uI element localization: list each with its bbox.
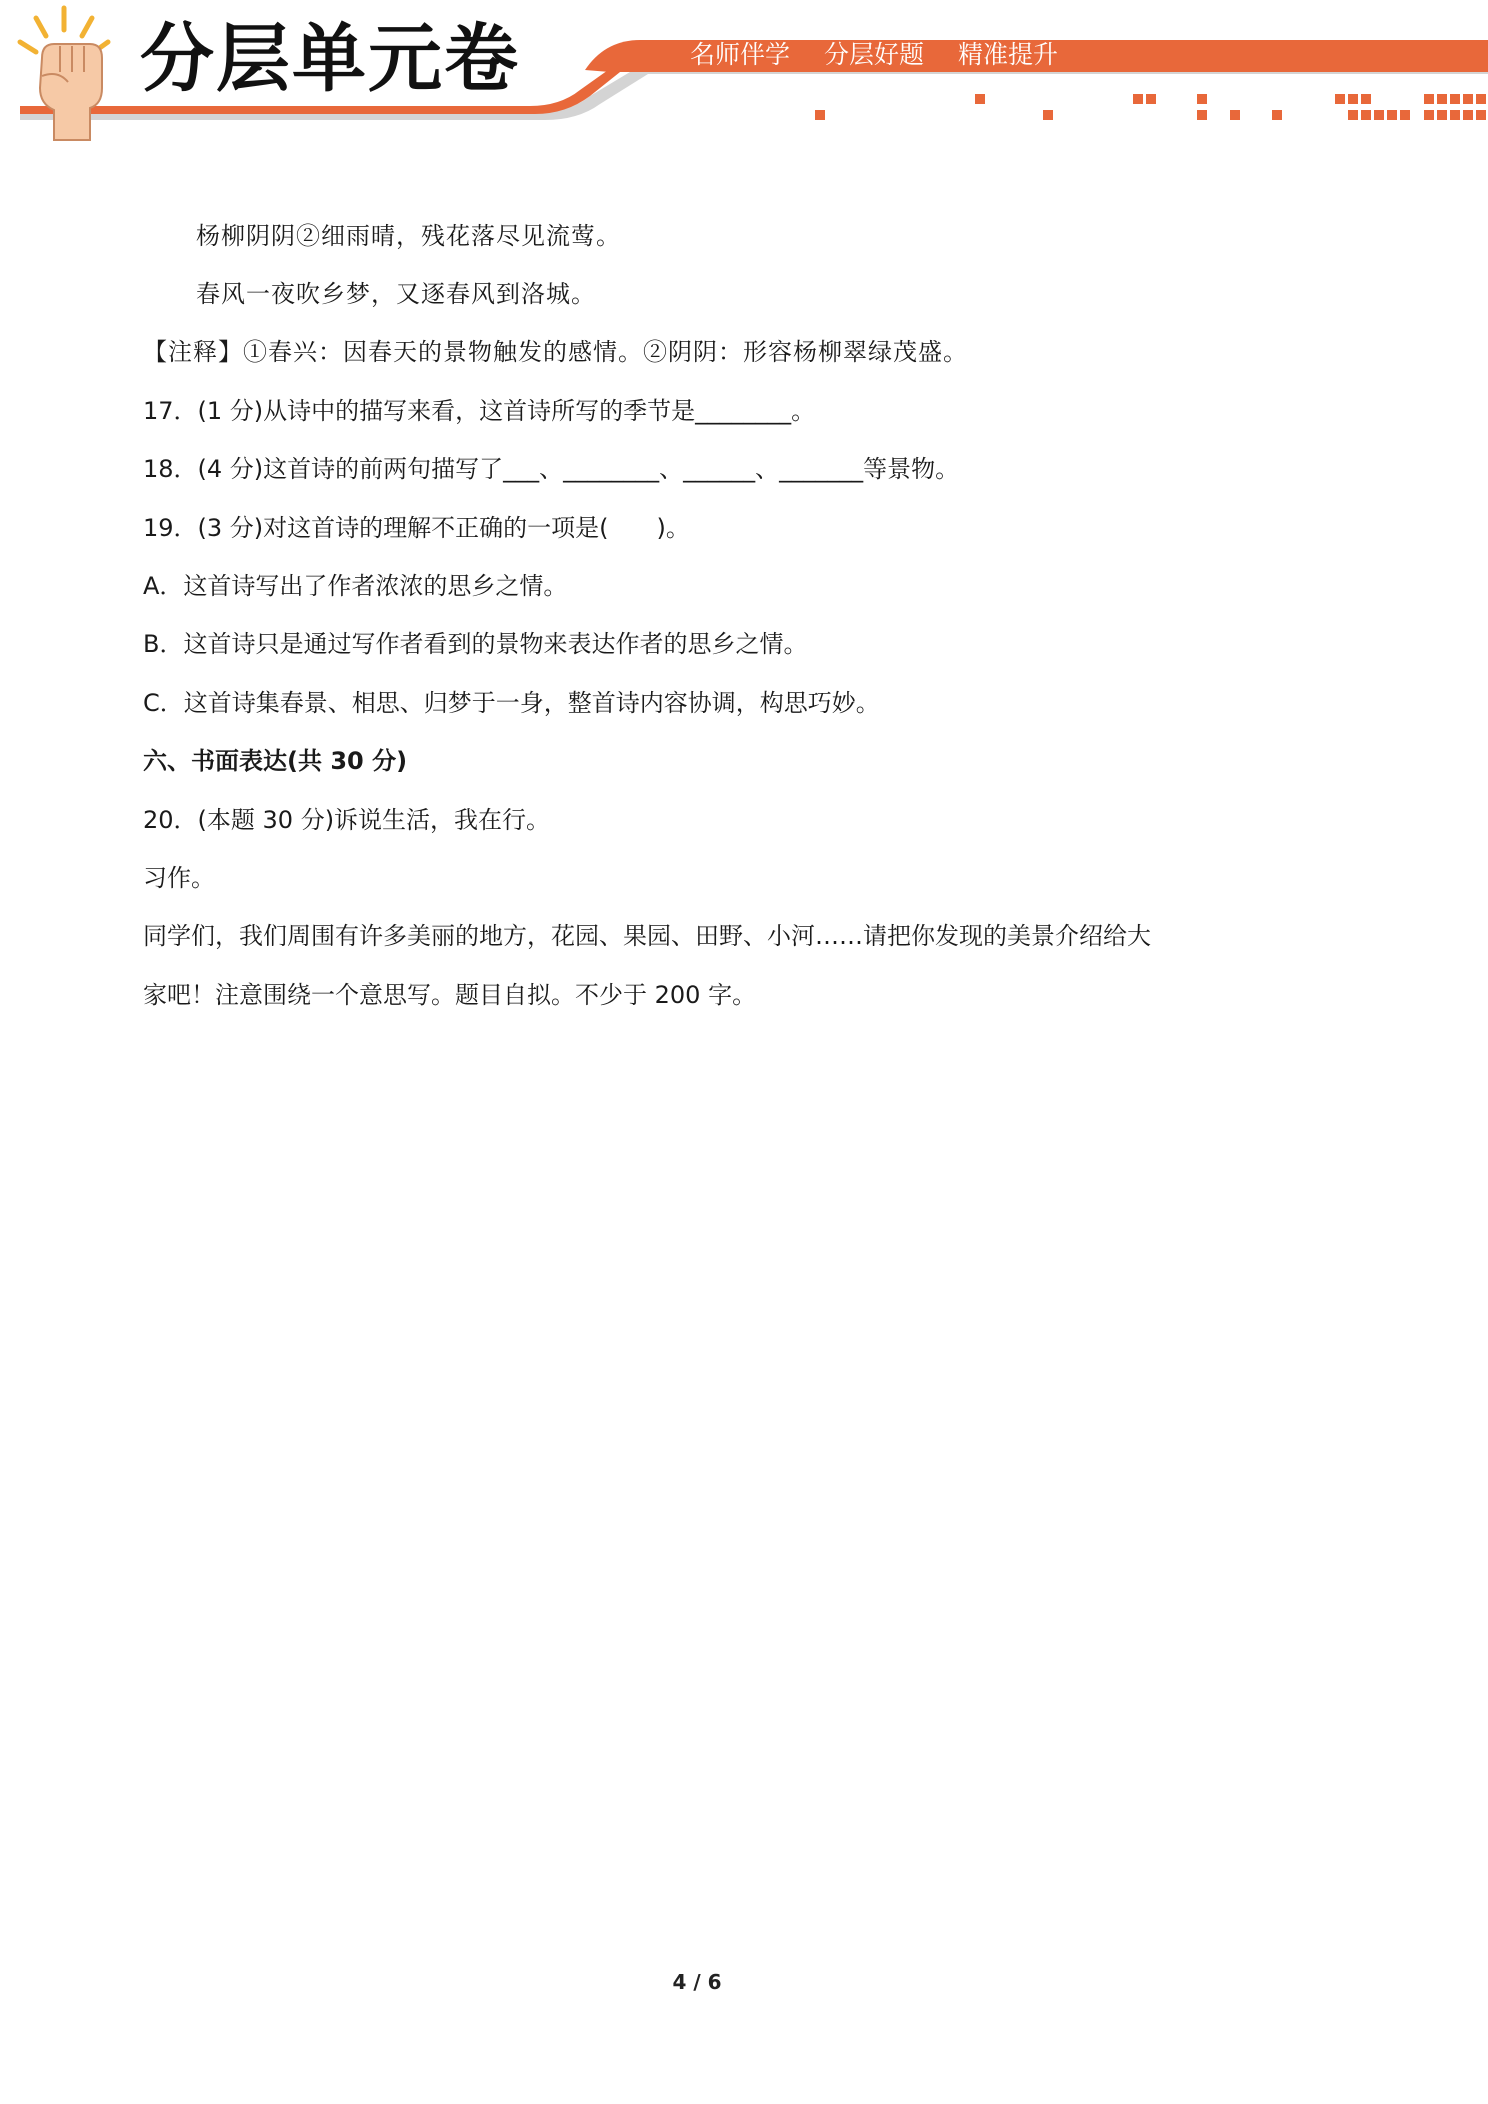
question-20-prompt-line-2: 家吧！注意围绕一个意思写。题目自拟。不少于 200 字。 [143,981,757,1009]
question-19: 19．(3 分)对这首诗的理解不正确的一项是( )。 [143,514,690,542]
question-20-prompt-line-1: 同学们，我们周围有许多美丽的地方，花园、果园、田野、小河……请把你发现的美景介绍给大 [143,922,1151,950]
question-19-option-c: C．这首诗集春景、相思、归梦于一身，整首诗内容协调，构思巧妙。 [143,689,880,717]
page-header [0,0,1488,150]
section-heading-6: 六、书面表达(共 30 分) [143,747,408,775]
question-17: 17．(1 分)从诗中的描写来看，这首诗所写的季节是________。 [143,397,816,425]
page-number: 4 / 6 [672,1970,722,1994]
question-20: 20．(本题 30 分)诉说生活，我在行。 [143,806,551,834]
slogan-2: 分层好题 [823,40,924,69]
poem-line-3: 杨柳阴阴②细雨晴，残花落尽见流莺。 [196,222,621,250]
fist-logo-icon [6,0,126,150]
brand-title: 分层单元卷 [140,16,520,102]
poem-line-4: 春风一夜吹乡梦，又逐春风到洛城。 [196,280,596,308]
poem-note: 【注释】①春兴：因春天的景物触发的感情。②阴阴：形容杨柳翠绿茂盛。 [143,338,968,366]
slogan-1: 名师伴学 [690,40,791,69]
question-20-subtitle: 习作。 [143,864,215,892]
header-slogans [690,42,1084,67]
question-18: 18．(4 分)这首诗的前两句描写了___、________、______、_______等景物。 [143,455,960,483]
slogan-3: 精准提升 [957,40,1058,69]
question-19-option-b: B．这首诗只是通过写作者看到的景物来表达作者的思乡之情。 [143,630,808,658]
question-19-option-a: A．这首诗写出了作者浓浓的思乡之情。 [143,572,568,600]
